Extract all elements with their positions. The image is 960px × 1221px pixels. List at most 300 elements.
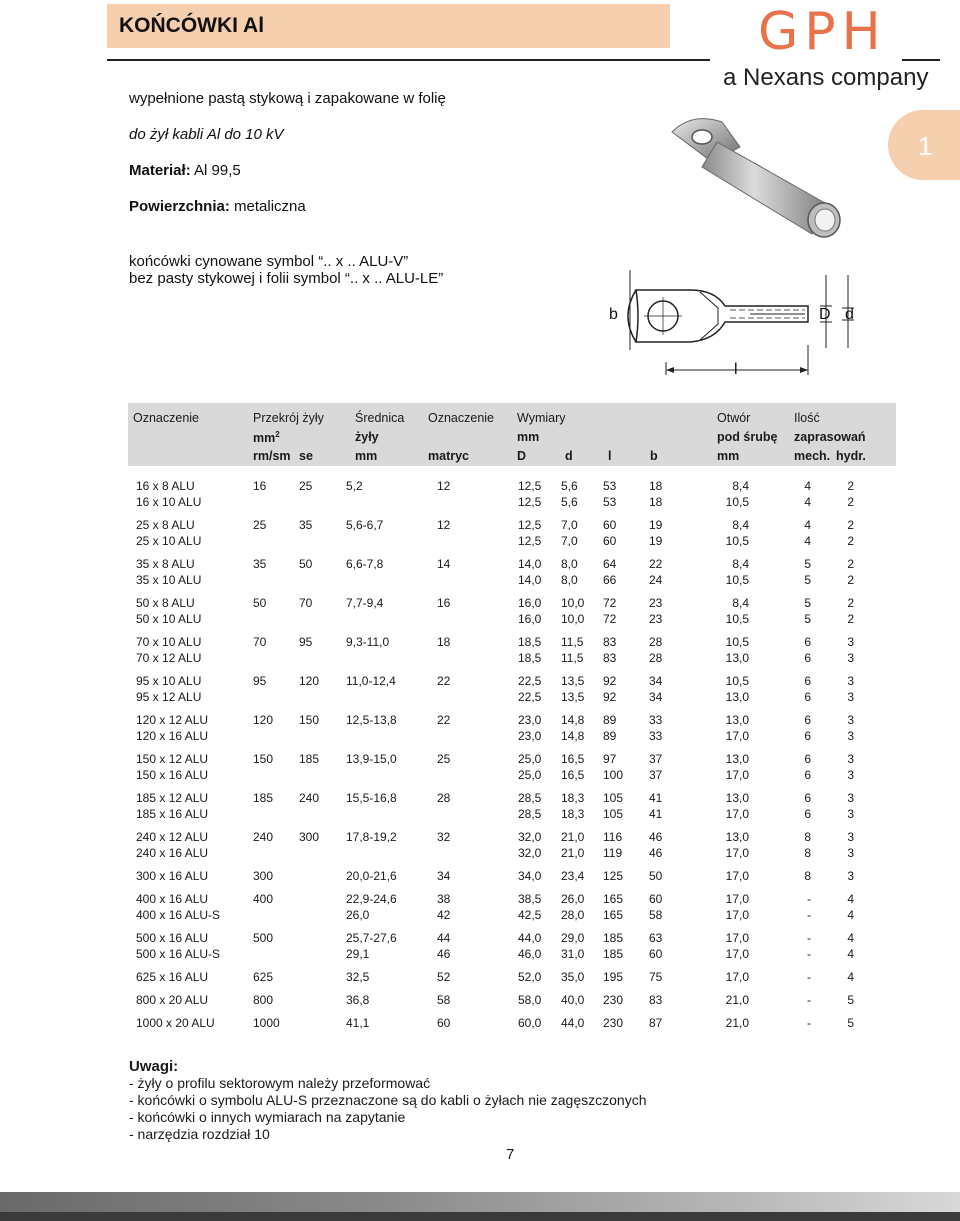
table-cell: 35 x 8 ALU: [136, 557, 195, 571]
table-cell: 25: [437, 752, 451, 766]
table-cell: 185: [253, 791, 274, 805]
table-cell: 300: [253, 869, 274, 883]
table-cell: 6: [804, 651, 811, 665]
table-cell: 3: [847, 768, 854, 782]
table-cell: 800 x 20 ALU: [136, 993, 209, 1007]
table-cell: 58: [437, 993, 451, 1007]
table-cell: 44,0: [561, 1016, 585, 1030]
table-cell: 400: [253, 892, 274, 906]
table-cell: 25: [299, 479, 313, 493]
table-cell: 16: [253, 479, 267, 493]
table-cell: 17,0: [725, 970, 749, 984]
table-cell: 95: [299, 635, 313, 649]
unit-sup: 2: [275, 430, 280, 439]
table-cell: 17,0: [725, 768, 749, 782]
table-cell: 17,0: [725, 892, 749, 906]
dim-label-l: l: [734, 361, 738, 378]
table-cell: 38: [437, 892, 451, 906]
table-cell: 3: [847, 830, 854, 844]
table-cell: 14,8: [561, 729, 585, 743]
table-cell: 6,6-7,8: [346, 557, 384, 571]
table-cell: 165: [603, 908, 624, 922]
note-item: - narzędzia rozdział 10: [129, 1126, 270, 1142]
table-cell: 240: [299, 791, 320, 805]
table-cell: 14,0: [518, 573, 542, 587]
table-cell: 22: [437, 713, 451, 727]
table-cell: 3: [847, 846, 854, 860]
table-cell: 2: [847, 495, 854, 509]
table-cell: 100: [603, 768, 624, 782]
table-cell: 240: [253, 830, 274, 844]
table-cell: 41: [649, 807, 663, 821]
col-header-srednica: Średnica: [355, 411, 405, 425]
table-cell: 22,5: [518, 674, 542, 688]
table-cell: 16,0: [518, 612, 542, 626]
table-cell: 150: [299, 713, 320, 727]
table-cell: 44: [437, 931, 451, 945]
table-cell: 6: [804, 807, 811, 821]
table-cell: 3: [847, 807, 854, 821]
table-cell: 21,0: [561, 846, 585, 860]
table-cell: 8,4: [732, 518, 749, 532]
table-cell: 11,5: [561, 635, 584, 649]
table-cell: 7,0: [561, 518, 578, 532]
table-cell: 31,0: [561, 947, 585, 961]
dim-label-b: b: [609, 306, 618, 323]
table-cell: 14,0: [518, 557, 542, 571]
col-sub-hydr: hydr.: [836, 449, 866, 463]
table-cell: 19: [649, 534, 663, 548]
table-cell: 8,4: [732, 557, 749, 571]
table-cell: 25,7-27,6: [346, 931, 397, 945]
table-cell: 46: [437, 947, 451, 961]
table-cell: 4: [847, 908, 854, 922]
table-cell: 5,6-6,7: [346, 518, 384, 532]
table-cell: 17,0: [725, 947, 749, 961]
table-cell: 18,5: [518, 651, 542, 665]
col-unit-zaprasowan: zaprasowań: [794, 430, 866, 444]
table-cell: 75: [649, 970, 663, 984]
table-cell: 18,3: [561, 791, 585, 805]
table-cell: 18: [437, 635, 451, 649]
table-cell: -: [807, 931, 811, 945]
table-cell: 5,2: [346, 479, 363, 493]
table-cell: 35: [299, 518, 313, 532]
table-cell: 25: [253, 518, 267, 532]
table-cell: 120 x 16 ALU: [136, 729, 209, 743]
col-unit-mm2: [253, 430, 280, 445]
table-cell: 12: [437, 518, 451, 532]
table-cell: 33: [649, 713, 663, 727]
table-cell: 83: [603, 651, 617, 665]
table-cell: 300: [299, 830, 320, 844]
note-item: - końcówki o symbolu ALU-S przeznaczone są do kabli o żyłach nie zagęszczonych: [129, 1092, 647, 1108]
table-cell: 14: [437, 557, 451, 571]
table-cell: 16,0: [518, 596, 542, 610]
table-cell: 5: [847, 993, 854, 1007]
table-cell: 8: [804, 846, 811, 860]
table-cell: 4: [847, 931, 854, 945]
table-cell: -: [807, 1016, 811, 1030]
col-sub-mech: mech.: [794, 449, 831, 463]
table-cell: 240 x 16 ALU: [136, 846, 209, 860]
table-cell: 14,8: [561, 713, 585, 727]
table-cell: 52,0: [518, 970, 542, 984]
table-cell: 185: [603, 947, 624, 961]
table-cell: 4: [847, 947, 854, 961]
material-value: Al 99,5: [190, 162, 241, 179]
table-cell: 150 x 16 ALU: [136, 768, 209, 782]
table-cell: 165: [603, 892, 624, 906]
table-cell: 46: [649, 830, 663, 844]
table-cell: 5,6: [561, 495, 578, 509]
col-sub-b: b: [650, 449, 658, 463]
table-cell: 2: [847, 596, 854, 610]
table-cell: 125: [603, 869, 624, 883]
table-cell: 35,0: [561, 970, 585, 984]
table-cell: 28,5: [518, 807, 542, 821]
table-cell: 50: [253, 596, 267, 610]
table-cell: 95 x 12 ALU: [136, 690, 202, 704]
table-cell: 50: [649, 869, 663, 883]
table-cell: 10,5: [725, 674, 749, 688]
table-cell: 60: [649, 947, 663, 961]
table-cell: 16,5: [561, 768, 585, 782]
table-cell: 3: [847, 651, 854, 665]
table-cell: 1000 x 20 ALU: [136, 1016, 215, 1030]
table-cell: 6: [804, 690, 811, 704]
table-cell: 64: [603, 557, 617, 571]
table-cell: 89: [603, 729, 617, 743]
table-cell: 7,7-9,4: [346, 596, 384, 610]
col-unit-mm-wymiary: mm: [517, 430, 540, 444]
table-cell: 42,5: [518, 908, 542, 922]
table-cell: 17,0: [725, 931, 749, 945]
company-logo: GPH: [758, 2, 887, 62]
table-cell: 120: [299, 674, 320, 688]
col-sub-l: l: [608, 449, 612, 463]
table-cell: 3: [847, 791, 854, 805]
table-cell: 34: [649, 674, 663, 688]
table-cell: 13,0: [725, 791, 749, 805]
table-cell: 41: [649, 791, 663, 805]
header-divider-left: [107, 59, 710, 61]
col-sub-matryc: matryc: [428, 449, 469, 463]
table-cell: 12,5: [518, 479, 542, 493]
table-cell: 87: [649, 1016, 663, 1030]
table-cell: 18: [649, 495, 663, 509]
table-cell: 25 x 8 ALU: [136, 518, 195, 532]
table-cell: 23: [649, 596, 663, 610]
table-cell: 13,0: [725, 830, 749, 844]
table-cell: 29,1: [346, 947, 370, 961]
surface-label: Powierzchnia:: [129, 198, 230, 215]
table-cell: 2: [847, 557, 854, 571]
table-cell: 13,5: [561, 690, 585, 704]
table-cell: 6: [804, 674, 811, 688]
table-cell: 22,9-24,6: [346, 892, 397, 906]
table-cell: 52: [437, 970, 451, 984]
table-cell: 25,0: [518, 752, 542, 766]
table-cell: 10,5: [725, 495, 749, 509]
table-cell: 23: [649, 612, 663, 626]
table-cell: 8,4: [732, 596, 749, 610]
table-cell: 120: [253, 713, 274, 727]
material-line: [129, 162, 241, 179]
table-cell: 12,5: [518, 518, 542, 532]
note-item: - żyły o profilu sektorowym należy przeformować: [129, 1075, 431, 1091]
table-cell: 17,0: [725, 869, 749, 883]
table-cell: 58,0: [518, 993, 542, 1007]
table-cell: 5,6: [561, 479, 578, 493]
table-cell: 12,5-13,8: [346, 713, 397, 727]
table-cell: 70: [299, 596, 313, 610]
table-cell: 3: [847, 752, 854, 766]
table-cell: 4: [804, 479, 811, 493]
table-cell: 2: [847, 573, 854, 587]
table-cell: 32,0: [518, 846, 542, 860]
table-cell: 230: [603, 1016, 624, 1030]
table-cell: 3: [847, 869, 854, 883]
col-sub-mm: mm: [355, 449, 378, 463]
table-cell: 37: [649, 768, 663, 782]
table-cell: 13,5: [561, 674, 585, 688]
table-cell: 5: [804, 596, 811, 610]
col-header-oznaczenie-matryc: Oznaczenie: [428, 411, 495, 425]
footer-line: [0, 1212, 960, 1221]
table-cell: 185 x 12 ALU: [136, 791, 209, 805]
table-cell: 185: [299, 752, 320, 766]
table-cell: 50 x 8 ALU: [136, 596, 195, 610]
table-cell: 2: [847, 534, 854, 548]
table-cell: 60: [649, 892, 663, 906]
table-cell: 116: [603, 830, 623, 844]
table-cell: 28: [649, 651, 663, 665]
table-cell: 6: [804, 752, 811, 766]
table-cell: 120 x 12 ALU: [136, 713, 209, 727]
table-cell: 22: [649, 557, 663, 571]
table-cell: 83: [649, 993, 663, 1007]
table-cell: 28: [649, 635, 663, 649]
table-cell: 12: [437, 479, 451, 493]
table-cell: 50 x 10 ALU: [136, 612, 202, 626]
table-cell: 625 x 16 ALU: [136, 970, 209, 984]
table-cell: 6: [804, 713, 811, 727]
table-cell: 10,5: [725, 612, 749, 626]
table-cell: 28,5: [518, 791, 542, 805]
table-cell: 95 x 10 ALU: [136, 674, 202, 688]
table-cell: 16 x 10 ALU: [136, 495, 202, 509]
table-cell: 23,0: [518, 729, 542, 743]
table-cell: 32: [437, 830, 451, 844]
table-header: [128, 403, 896, 466]
table-cell: 3: [847, 690, 854, 704]
table-cell: 40,0: [561, 993, 585, 1007]
table-cell: 625: [253, 970, 274, 984]
table-cell: 4: [804, 518, 811, 532]
table-cell: 60: [603, 534, 617, 548]
table-cell: 105: [603, 791, 624, 805]
table-cell: 13,0: [725, 752, 749, 766]
table-cell: 60,0: [518, 1016, 542, 1030]
table-cell: 21,0: [725, 1016, 749, 1030]
table-cell: 50: [299, 557, 313, 571]
table-cell: 6: [804, 791, 811, 805]
table-cell: 16,5: [561, 752, 585, 766]
table-cell: 24: [649, 573, 663, 587]
table-cell: 25,0: [518, 768, 542, 782]
table-cell: 72: [603, 612, 617, 626]
table-cell: 3: [847, 729, 854, 743]
table-cell: 13,0: [725, 713, 749, 727]
col-header-wymiary: Wymiary: [517, 411, 566, 425]
table-cell: 15,5-16,8: [346, 791, 397, 805]
table-cell: 34: [649, 690, 663, 704]
table-cell: 10,0: [561, 612, 585, 626]
table-cell: 16 x 8 ALU: [136, 479, 195, 493]
table-cell: 4: [847, 892, 854, 906]
table-cell: 11,0-12,4: [346, 674, 396, 688]
page-title: KOŃCÓWKI Al: [119, 14, 265, 37]
table-cell: 400 x 16 ALU-S: [136, 908, 221, 922]
table-cell: 400 x 16 ALU: [136, 892, 209, 906]
table-cell: 46,0: [518, 947, 542, 961]
table-cell: 2: [847, 479, 854, 493]
table-cell: 195: [603, 970, 624, 984]
table-cell: 60: [603, 518, 617, 532]
description-line-2: do żył kabli Al do 10 kV: [129, 126, 284, 143]
table-cell: -: [807, 993, 811, 1007]
table-cell: 13,0: [725, 651, 749, 665]
table-cell: 29,0: [561, 931, 585, 945]
table-cell: 25 x 10 ALU: [136, 534, 202, 548]
table-cell: 4: [804, 534, 811, 548]
table-cell: 60: [437, 1016, 451, 1030]
table-cell: 9,3-11,0: [346, 635, 390, 649]
table-cell: 34,0: [518, 869, 542, 883]
table-cell: 21,0: [561, 830, 585, 844]
table-cell: 185 x 16 ALU: [136, 807, 209, 821]
table-cell: 105: [603, 807, 624, 821]
table-cell: 230: [603, 993, 624, 1007]
header-divider-right: [902, 59, 940, 61]
unit-mm: mm: [253, 431, 276, 446]
table-cell: 11,5: [561, 651, 584, 665]
table-cell: 8,0: [561, 573, 578, 587]
table-cell: 33: [649, 729, 663, 743]
table-cell: 28: [437, 791, 451, 805]
col-unit-pod-srube: pod śrubę: [717, 430, 778, 444]
table-cell: 300 x 16 ALU: [136, 869, 209, 883]
table-cell: 23,4: [561, 869, 585, 883]
table-cell: 22,5: [518, 690, 542, 704]
table-cell: 10,5: [725, 635, 749, 649]
table-cell: 17,0: [725, 729, 749, 743]
col-sub-se: se: [299, 449, 313, 463]
table-cell: 97: [603, 752, 617, 766]
table-cell: -: [807, 947, 811, 961]
table-cell: 21,0: [725, 993, 749, 1007]
col-unit-zyly: żyły: [355, 430, 379, 444]
page-number: 7: [506, 1146, 515, 1163]
table-cell: 12,5: [518, 495, 542, 509]
table-cell: 46: [649, 846, 663, 860]
table-cell: 92: [603, 690, 617, 704]
table-cell: 6: [804, 729, 811, 743]
company-tagline: a Nexans company: [723, 64, 929, 91]
table-cell: 5: [804, 573, 811, 587]
table-cell: 42: [437, 908, 451, 922]
table-cell: 185: [603, 931, 624, 945]
table-cell: 23,0: [518, 713, 542, 727]
table-cell: 6: [804, 635, 811, 649]
table-cell: 53: [603, 495, 617, 509]
table-cell: 13,0: [725, 690, 749, 704]
table-cell: 95: [253, 674, 267, 688]
col-sub-mm-otwor: mm: [717, 449, 740, 463]
table-cell: 10,0: [561, 596, 585, 610]
col-sub-D: D: [517, 449, 527, 463]
table-cell: 5: [804, 612, 811, 626]
table-cell: 70 x 12 ALU: [136, 651, 202, 665]
table-cell: 63: [649, 931, 663, 945]
table-cell: 83: [603, 635, 617, 649]
table-cell: 500 x 16 ALU: [136, 931, 209, 945]
table-cell: 5: [847, 1016, 854, 1030]
notes-title: Uwagi:: [129, 1058, 179, 1075]
table-cell: 2: [847, 612, 854, 626]
table-cell: 12,5: [518, 534, 542, 548]
table-cell: 26,0: [346, 908, 370, 922]
table-cell: 2: [847, 518, 854, 532]
table-cell: 800: [253, 993, 274, 1007]
table-cell: 70: [253, 635, 267, 649]
table-cell: 66: [603, 573, 617, 587]
table-cell: 3: [847, 635, 854, 649]
table-cell: 36,8: [346, 993, 370, 1007]
table-cell: 8,0: [561, 557, 578, 571]
description-line-5: końcówki cynowane symbol “.. x .. ALU-V”: [129, 253, 409, 270]
material-label: Materiał:: [129, 162, 191, 179]
table-cell: 17,0: [725, 807, 749, 821]
col-sub-d: d: [565, 449, 573, 463]
note-item: - końcówki o innych wymiarach na zapytanie: [129, 1109, 406, 1125]
table-cell: 18,5: [518, 635, 542, 649]
table-cell: -: [807, 892, 811, 906]
table-cell: 150: [253, 752, 274, 766]
table-cell: 150 x 12 ALU: [136, 752, 209, 766]
table-cell: 18,3: [561, 807, 585, 821]
table-cell: 8: [804, 869, 811, 883]
table-cell: 17,0: [725, 908, 749, 922]
table-cell: 240 x 12 ALU: [136, 830, 209, 844]
table-cell: 26,0: [561, 892, 585, 906]
table-cell: 10,5: [725, 534, 749, 548]
table-cell: 53: [603, 479, 617, 493]
cable-lug-photo: [662, 112, 862, 242]
table-cell: 44,0: [518, 931, 542, 945]
table-cell: 92: [603, 674, 617, 688]
table-cell: 1000: [253, 1016, 280, 1030]
description-line-6: bez pasty stykowej i folii symbol “.. x .. ALU-LE”: [129, 270, 444, 287]
table-cell: 32,5: [346, 970, 370, 984]
table-cell: 10,5: [725, 573, 749, 587]
table-cell: 41,1: [346, 1016, 370, 1030]
table-cell: 8,4: [732, 479, 749, 493]
col-header-otwor: Otwór: [717, 411, 751, 425]
table-cell: 5: [804, 557, 811, 571]
table-cell: 70 x 10 ALU: [136, 635, 202, 649]
